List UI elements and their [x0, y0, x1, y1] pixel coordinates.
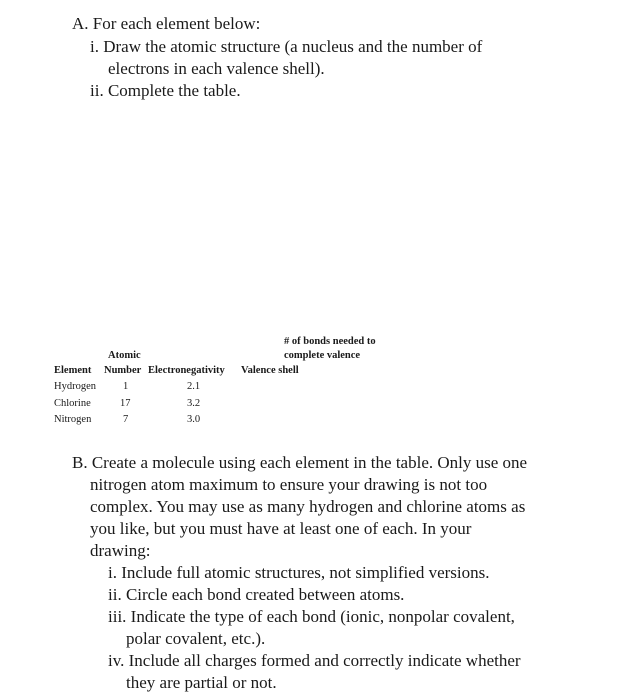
- row-hydrogen-electronegativity: 2.1: [187, 381, 201, 392]
- part-b-item-iv-line1: iv. Include all charges formed and correctly indicate whether: [108, 651, 521, 670]
- row-hydrogen-number: 1: [123, 381, 129, 392]
- part-b-line3: complex. You may use as many hydrogen and chlorine atoms as: [90, 497, 526, 516]
- header-bonds-line1: # of bonds needed to: [284, 336, 376, 347]
- part-b-line1: B. Create a molecule using each element in the table. Only use one: [72, 453, 528, 472]
- part-b-item-iii-line1: iii. Indicate the type of each bond (ionic, nonpolar covalent,: [108, 607, 515, 626]
- part-a-item-ii: ii. Complete the table.: [90, 81, 241, 100]
- header-atomic: Atomic: [108, 350, 141, 361]
- part-a-item-i-line1: i. Draw the atomic structure (a nucleus and the number of: [90, 37, 483, 56]
- part-b-item-iii-line2: polar covalent, etc.).: [126, 629, 266, 648]
- header-element: Element: [54, 365, 92, 376]
- part-b-item-iv-line2: they are partial or not.: [126, 673, 277, 692]
- part-b-line2: nitrogen atom maximum to ensure your drawing is not too: [90, 475, 488, 494]
- header-bonds-line2: complete valence: [284, 350, 361, 361]
- part-b-item-ii: ii. Circle each bond created between atoms.: [108, 585, 405, 604]
- row-chlorine-electronegativity: 3.2: [187, 398, 201, 409]
- row-nitrogen-electronegativity: 3.0: [187, 414, 201, 425]
- row-chlorine-number: 17: [120, 398, 131, 409]
- header-valence-shell: Valence shell: [241, 365, 299, 376]
- header-number: Number: [104, 365, 142, 376]
- row-nitrogen-number: 7: [123, 414, 129, 425]
- part-b-item-i: i. Include full atomic structures, not simplified versions.: [108, 563, 490, 582]
- part-b-line4: you like, but you must have at least one of each. In your: [90, 519, 472, 538]
- part-b-line5: drawing:: [90, 541, 151, 560]
- header-electronegativity: Electronegativity: [148, 365, 225, 376]
- row-hydrogen-element: Hydrogen: [54, 381, 96, 392]
- row-nitrogen-element: Nitrogen: [54, 414, 92, 425]
- part-a-heading: A. For each element below:: [72, 14, 261, 33]
- row-chlorine-element: Chlorine: [54, 398, 91, 409]
- part-a-item-i-line2: electrons in each valence shell).: [108, 59, 325, 78]
